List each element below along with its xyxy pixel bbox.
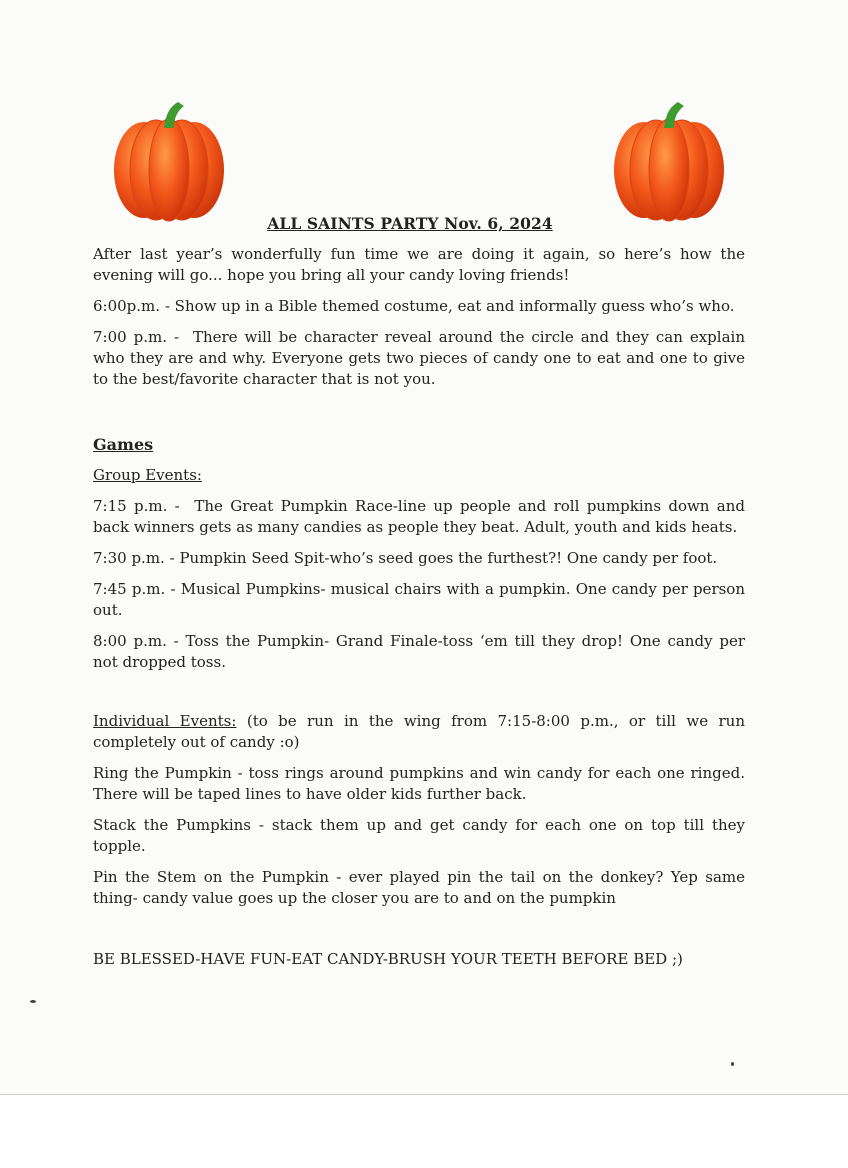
schedule-item: 6:00p.m. - Show up in a Bible themed costume, eat and informally guess who’s who. [93,297,735,315]
individual-event-item: Pin the Stem on the Pumpkin - ever played pin the tail on the donkey? Yep same thing- candy value goes up the closer you are to and on the pumpkin [93,868,745,907]
group-event-item: 7:45 p.m. - Musical Pumpkins- musical chairs with a pumpkin. One candy per person out. [93,580,745,619]
group-events-heading: Group Events: [93,466,202,484]
group-event-item: 7:30 p.m. - Pumpkin Seed Spit-who’s seed goes the furthest?! One candy per foot. [93,549,718,567]
games-heading: Games [93,435,154,454]
pumpkin-icon [608,98,730,224]
closing-line: BE BLESSED-HAVE FUN-EAT CANDY-BRUSH YOUR TEETH BEFORE BED ;) [93,950,683,968]
individual-event-item: Stack the Pumpkins - stack them up and get candy for each one on top till they topple. [93,816,745,855]
individual-events-intro: Individual Events: (to be run in the wing from 7:15-8:00 p.m., or till we run completely out of candy :o) [93,712,745,751]
individual-event-item: Ring the Pumpkin - toss rings around pumpkins and win candy for each one ringed. There will be taped lines to have older kids further back. [93,764,745,803]
group-event-item: 8:00 p.m. - Toss the Pumpkin- Grand Finale-toss ‘em till they drop! One candy per not dropped toss. [93,632,745,671]
schedule-item: 7:00 p.m. - There will be character reveal around the circle and they can explain who they are and why. Everyone gets two pieces of candy one to eat and one to give to the best/favorite character that is not you. [93,328,745,388]
page-title: ALL SAINTS PARTY Nov. 6, 2024 [267,214,553,233]
group-event-item: 7:15 p.m. - The Great Pumpkin Race-line up people and roll pumpkins down and back winners gets as many candies as people they beat. Adult, youth and kids heats. [93,497,745,536]
scan-speck [731,1062,734,1066]
scan-speck [30,1000,36,1003]
pumpkin-icon [108,98,230,224]
document-body [93,244,745,980]
intro-paragraph: After last year’s wonderfully fun time we are doing it again, so here’s how the evening will go... hope you bring all your candy loving friends! [93,245,745,284]
